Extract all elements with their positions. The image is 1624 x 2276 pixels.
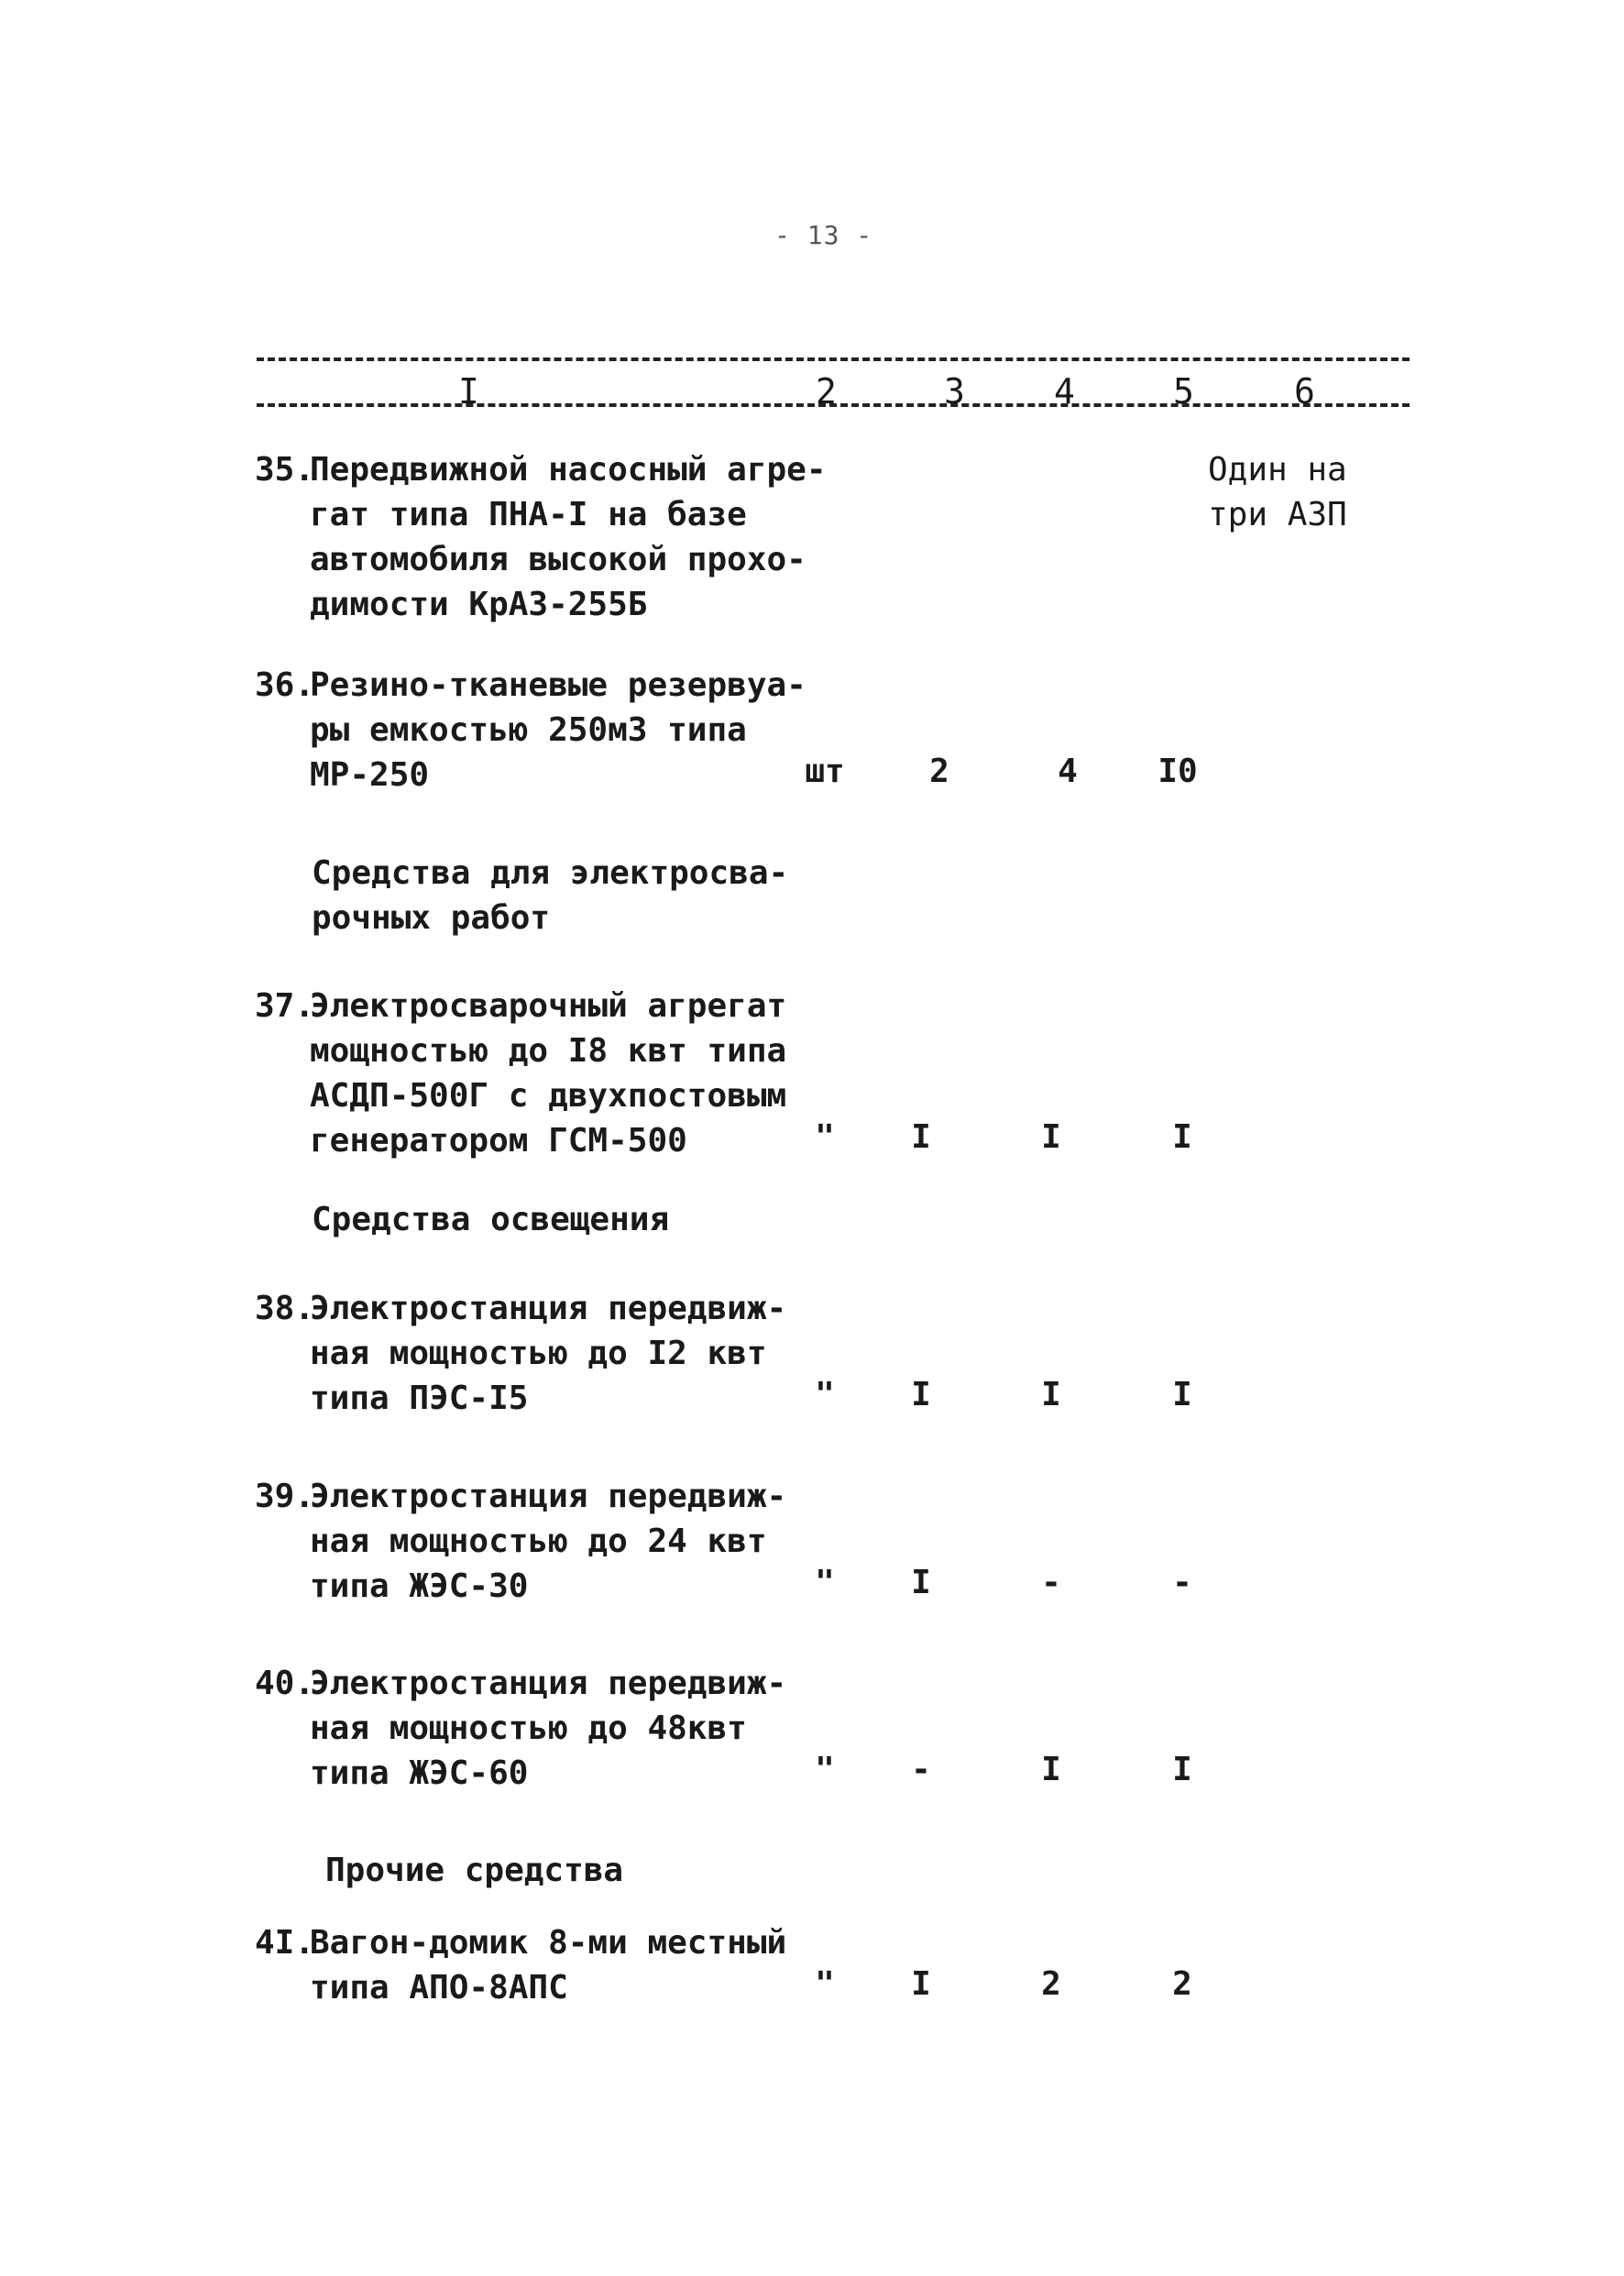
cell-unit: " xyxy=(815,1376,835,1413)
table-row-39 xyxy=(255,1474,786,1609)
item-text-line: типа ПЭС-I5 xyxy=(310,1380,529,1417)
column-header-2: 2 xyxy=(816,371,837,412)
item-text-line: Резино-тканевые резервуа- xyxy=(310,666,807,704)
header-rule-top xyxy=(257,357,1410,361)
section-title: Средства освещения xyxy=(312,1201,670,1238)
cell-col5: 2 xyxy=(1172,1965,1192,2003)
section-title: Прочие средства xyxy=(325,1852,624,1889)
item-text-line: гат типа ПНА-I на базе xyxy=(310,496,747,533)
cell-unit: " xyxy=(815,1564,835,1601)
item-text-line: АСДП-500Г с двухпостовым xyxy=(310,1077,787,1115)
item-text-line: Электросварочный агрегат xyxy=(310,987,787,1025)
item-text-line: мощностью до I8 квт типа xyxy=(310,1032,787,1070)
cell-col3: I xyxy=(911,1376,931,1413)
column-header-6: 6 xyxy=(1294,371,1315,412)
cell-col4: I xyxy=(1041,1751,1061,1788)
cell-col3: I xyxy=(911,1564,931,1601)
item-text-line: типа ЖЭС-60 xyxy=(310,1754,529,1792)
item-text-line: МР-250 xyxy=(310,756,430,794)
item-number: 35. xyxy=(255,451,315,489)
item-text-line: типа ЖЭС-30 xyxy=(310,1567,529,1605)
cell-col5: I0 xyxy=(1158,753,1198,790)
item-text-line: Электростанция передвиж- xyxy=(310,1478,787,1515)
cell-col4: I xyxy=(1041,1376,1061,1413)
item-number: 4I. xyxy=(255,1924,315,1962)
cell-col3: I xyxy=(911,1965,931,2003)
page-number: - 13 - xyxy=(774,220,873,250)
cell-col3: - xyxy=(911,1751,931,1788)
cell-unit: " xyxy=(815,1118,835,1156)
column-header-5: 5 xyxy=(1173,371,1194,412)
cell-col5: - xyxy=(1172,1564,1192,1601)
item-text-line: ры емкостью 250м3 типа xyxy=(310,711,747,749)
item-text-line: Электростанция передвиж- xyxy=(310,1665,787,1702)
item-text-line: Электростанция передвиж- xyxy=(310,1290,787,1327)
item-text-line: ная мощностью до 48квт xyxy=(310,1710,747,1747)
item-text-line: Передвижной насосный агре- xyxy=(310,451,827,489)
cell-col4: 4 xyxy=(1058,753,1078,790)
item-number: 36. xyxy=(255,666,315,704)
item-number: 40. xyxy=(255,1665,315,1702)
item-number: 39. xyxy=(255,1478,315,1515)
cell-col3: I xyxy=(911,1118,931,1156)
item-text-line: генератором ГСМ-500 xyxy=(310,1122,687,1160)
item-text-line: димости КрАЗ-255Б xyxy=(310,586,648,623)
table-row-38 xyxy=(255,1286,786,1421)
item-number: 38. xyxy=(255,1290,315,1327)
cell-col4: I xyxy=(1041,1118,1061,1156)
table-row-41 xyxy=(255,1920,786,2010)
table-row-36 xyxy=(255,663,807,797)
cell-col3: 2 xyxy=(929,753,949,790)
column-header-3: 3 xyxy=(944,371,965,412)
item-text-line: Вагон-домик 8-ми местный xyxy=(310,1924,787,1962)
cell-col4: 2 xyxy=(1041,1965,1061,2003)
cell-unit: шт xyxy=(805,753,845,790)
row-note: Один на три АЗП xyxy=(1208,451,1347,533)
item-text-line: ная мощностью до 24 квт xyxy=(310,1523,767,1560)
cell-col5: I xyxy=(1172,1751,1192,1788)
table-row-40 xyxy=(255,1661,786,1796)
cell-col5: I xyxy=(1172,1118,1192,1156)
item-text-line: ная мощностью до I2 квт xyxy=(310,1335,767,1372)
item-number: 37. xyxy=(255,987,315,1025)
item-text-line: автомобиля высокой прохо- xyxy=(310,541,807,578)
table-row-37 xyxy=(255,984,786,1163)
section-title: Средства для электросва- рочных работ xyxy=(312,854,789,937)
cell-col4: - xyxy=(1041,1564,1061,1601)
cell-col5: I xyxy=(1172,1376,1192,1413)
item-text-line: типа АПО-8АПС xyxy=(310,1969,568,2007)
cell-unit: " xyxy=(815,1751,835,1788)
column-header-1: I xyxy=(458,371,479,412)
table-row-35 xyxy=(255,447,827,627)
cell-unit: " xyxy=(815,1965,835,2003)
column-header-4: 4 xyxy=(1054,371,1075,412)
